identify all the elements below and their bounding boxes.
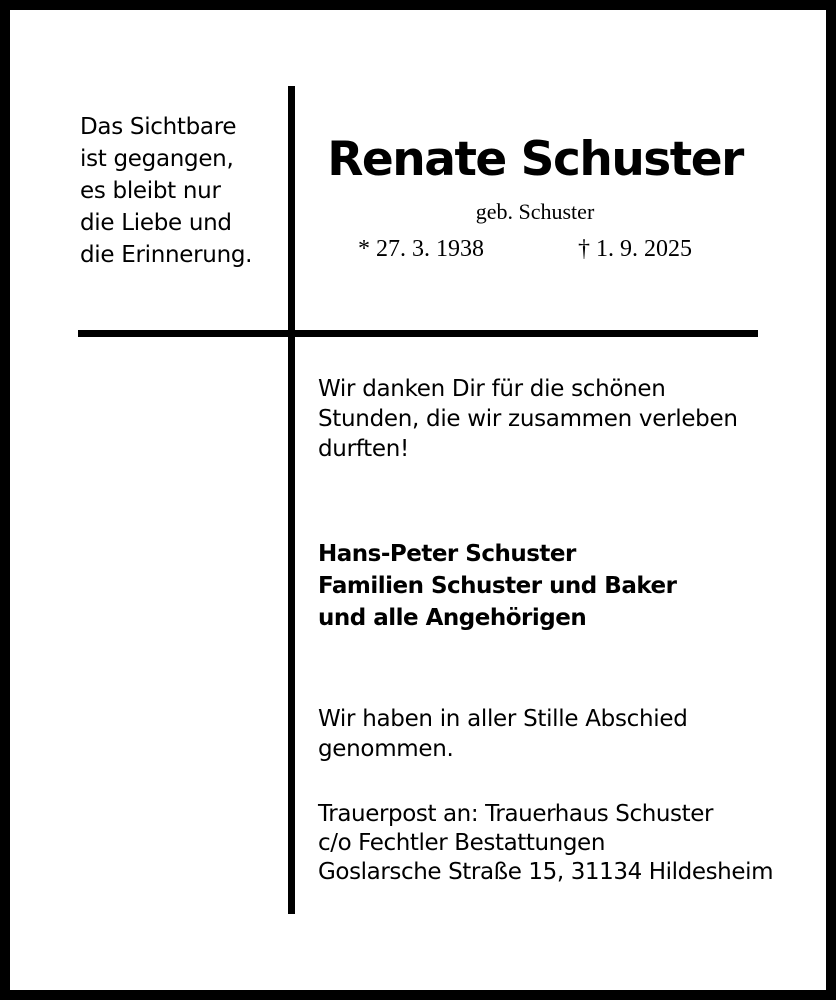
address-line: c/o Fechtler Bestattungen xyxy=(318,830,605,856)
condolence-address xyxy=(318,800,774,887)
mourners-list xyxy=(318,538,758,634)
deceased-name: Renate Schuster xyxy=(327,132,743,187)
mourner-line: Hans-Peter Schuster xyxy=(318,541,576,567)
death-date: † 1. 9. 2025 xyxy=(578,236,692,262)
mourner-line: Familien Schuster und Baker xyxy=(318,573,677,599)
thanks-line: durften! xyxy=(318,436,409,462)
memorial-quote xyxy=(80,111,280,271)
farewell-line: Wir haben in aller Stille Abschied xyxy=(318,706,688,732)
quote-line: ist gegangen, xyxy=(80,146,234,172)
cross-horizontal-bar xyxy=(78,330,758,337)
cross-vertical-bar xyxy=(288,86,295,914)
thanks-text xyxy=(318,374,758,464)
mourner-line: und alle Angehörigen xyxy=(318,605,587,631)
thanks-line: Wir danken Dir für die schönen xyxy=(318,376,666,402)
quote-line: die Erinnerung. xyxy=(80,242,253,268)
quote-line: Das Sichtbare xyxy=(80,114,237,140)
address-line: Goslarsche Straße 15, 31134 Hildesheim xyxy=(318,859,774,885)
thanks-line: Stunden, die wir zusammen verleben xyxy=(318,406,738,432)
address-line: Trauerpost an: Trauerhaus Schuster xyxy=(318,801,714,827)
quote-line: es bleibt nur xyxy=(80,178,221,204)
quote-line: die Liebe und xyxy=(80,210,232,236)
maiden-name: geb. Schuster xyxy=(475,199,595,224)
birth-date: * 27. 3. 1938 xyxy=(358,236,484,262)
farewell-text xyxy=(318,704,758,764)
farewell-line: genommen. xyxy=(318,736,454,762)
